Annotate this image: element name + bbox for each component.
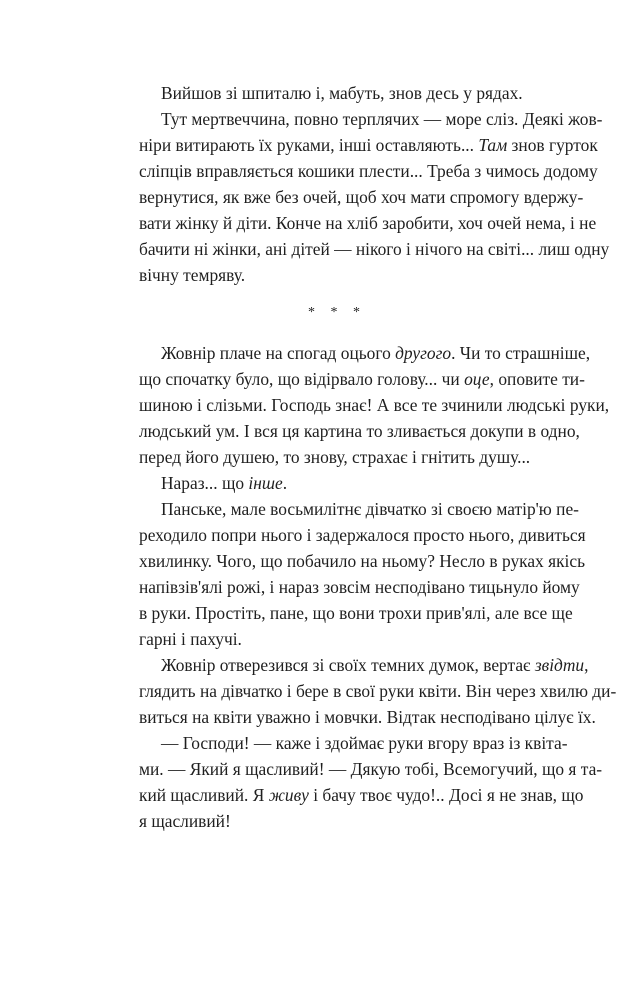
paragraph — [117, 340, 610, 470]
text-line — [117, 366, 585, 392]
text-line: вати жінку й діти. Конче на хліб заробити, хоч очей нема, і не — [139, 213, 597, 233]
paragraph — [117, 652, 617, 730]
text-line: ми. — Який я щасливий! — Дякую тобі, Всемогучий, що я та- — [139, 759, 603, 779]
italic-text: другого — [395, 343, 452, 363]
text-line: Панське, мале восьмилітнє дівчатко зі своєю матір'ю пе- — [161, 499, 579, 519]
italic-text: інше — [248, 473, 283, 493]
text-line — [117, 782, 584, 808]
text-fragment: . — [282, 473, 288, 493]
text-line: Вийшов зі шпиталю і, мабуть, знов десь у рядах. — [161, 83, 523, 103]
text-line: бачити ні жінки, ані дітей — нікого і нічого на світі... лиш одну — [139, 239, 610, 259]
text-line — [117, 132, 598, 158]
text-line: хвилинку. Чого, що побачило на ньому? Несло в руках якісь — [139, 551, 586, 571]
text-line — [117, 470, 557, 496]
text-line: я щасливий! — [139, 811, 231, 831]
text-line: перед його душею, то знову, страхає і гнітить душу... — [139, 447, 531, 467]
text-line: в руки. Простіть, пане, що вони трохи прив'ялі, але все ще — [139, 603, 573, 623]
paragraph — [117, 470, 557, 496]
text-fragment: , — [584, 655, 589, 675]
text-line: напівзів'ялі рожі, і нараз зовсім несподівано тицьнуло йому — [139, 577, 580, 597]
paragraph — [117, 496, 586, 652]
text-fragment: , оповите ти- — [489, 369, 585, 389]
paragraph — [117, 730, 603, 834]
italic-text: живу — [268, 785, 309, 805]
italic-text: оце — [464, 369, 490, 389]
italic-text: Там — [478, 135, 508, 155]
text-fragment: кий щасливий. Я — [139, 785, 269, 805]
text-fragment: Жовнір плаче на спогад оцього — [161, 343, 396, 363]
italic-text: звідти — [534, 655, 585, 675]
text-fragment: Нараз... що — [161, 473, 249, 493]
text-line: — Господи! — каже і здоймає руки вгору враз із квіта- — [161, 733, 568, 753]
text-line: Тут мертвеччина, повно терплячих — море сліз. Деякі жов- — [161, 109, 603, 129]
text-line: людський ум. І вся ця картина то зливається докупи в одно, — [139, 421, 580, 441]
text-line — [117, 652, 589, 678]
text-fragment: що спочатку було, що відірвало голову... чи — [139, 369, 465, 389]
text-line: виться на квіти уважно і мовчки. Відтак несподівано цілує їх. — [139, 707, 596, 727]
text-fragment: знов гурток — [507, 135, 598, 155]
text-line: вічну темряву. — [139, 265, 246, 285]
text-fragment: Жовнір отверезився зі своїх темних думок, вертає — [161, 655, 535, 675]
text-line: вернутися, як вже без очей, щоб хоч мати спромогу вдержу- — [139, 187, 584, 207]
text-fragment: ніри витирають їх руками, інші оставляють... — [139, 135, 474, 155]
book-page — [117, 80, 617, 834]
text-fragment: і бачу твоє чудо!.. Досі я не знав, що — [308, 785, 584, 805]
paragraph — [117, 80, 557, 106]
text-line: шиною і слізьми. Господь знає! А все те зчинили людські руки, — [139, 395, 610, 415]
text-line — [117, 340, 591, 366]
section-separator: * * * — [308, 305, 366, 320]
text-line: гарні і пахучі. — [139, 629, 242, 649]
text-line: реходило попри нього і задержалося просто нього, дивиться — [139, 525, 586, 545]
text-fragment: . Чи то страшніше, — [451, 343, 591, 363]
text-line: глядить на дівчатко і бере в свої руки квіти. Він через хвилю ди- — [139, 681, 617, 701]
text-line: сліпців вправляється кошики плести... Треба з чимось додому — [139, 161, 598, 181]
paragraph — [117, 106, 610, 288]
